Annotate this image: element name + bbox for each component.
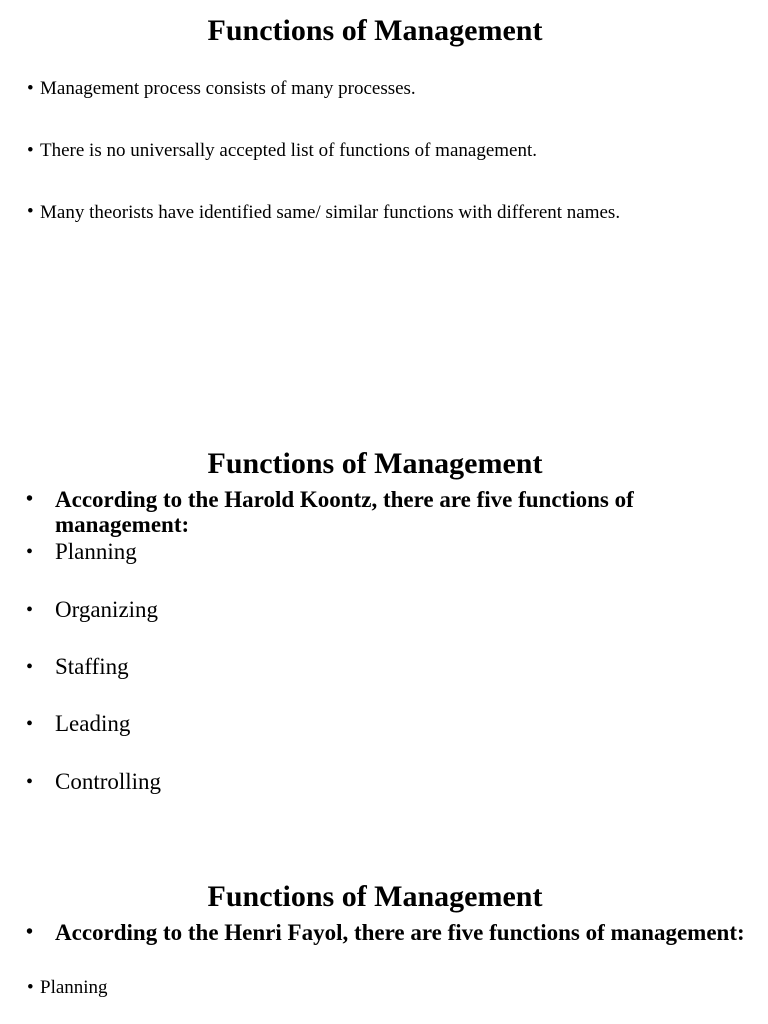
bullet-glyph: • [26,541,34,563]
bullet-glyph: • [26,599,34,621]
bullet-text: Management process consists of many processes. [40,78,416,99]
bullet-glyph: • [26,488,34,510]
list-item-text: Controlling [55,769,162,794]
bullet-glyph: • [26,656,34,678]
bullet-glyph: • [27,78,34,99]
section-2-title: Functions of Management [207,447,543,480]
list-item-text: Planning [40,977,108,998]
bullet-glyph: • [27,977,34,998]
bullet-glyph: • [27,201,34,222]
list-item-text: Leading [55,711,131,736]
bullet-glyph: • [26,771,34,793]
bullet-glyph: • [27,140,34,161]
list-item-text: Planning [55,539,137,564]
bullet-glyph: • [26,921,34,943]
bullet-text: Many theorists have identified same/ similar functions with different names. [40,202,621,223]
section-2-intro: According to the Harold Koontz, there are five functions of management: [55,487,634,537]
section-3-title: Functions of Management [207,880,543,913]
list-item-text: Organizing [55,597,159,622]
bullet-glyph: • [26,713,34,735]
section-3-intro: According to the Henri Fayol, there are five functions of management: [55,920,745,945]
list-item-text: Staffing [55,654,129,679]
section-1-title: Functions of Management [207,14,543,47]
bullet-text: There is no universally accepted list of functions of management. [40,140,538,161]
